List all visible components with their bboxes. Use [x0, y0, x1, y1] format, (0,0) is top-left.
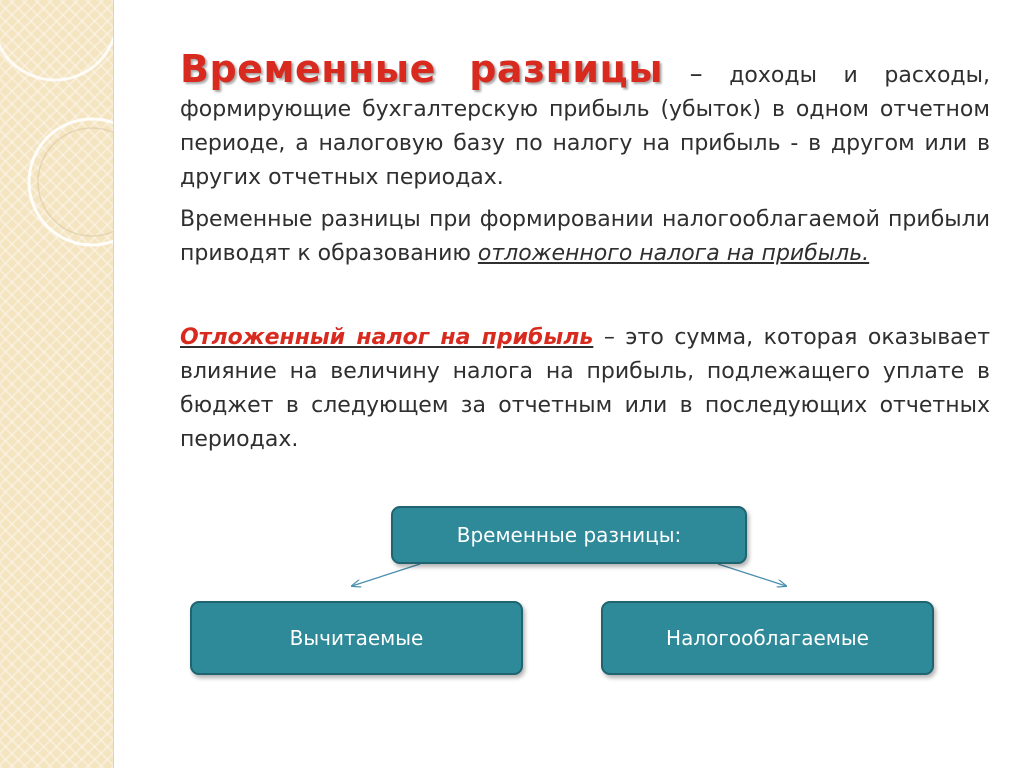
deferred-tax-text: – это сумма, которая оказывает влияние на величину налога на прибыль, подлежащего уплате в бюджет в следующем за отчетным или в последующих отчетных периодах. [180, 325, 991, 452]
arrow-to-deductible [352, 564, 420, 586]
consequence-text: Временные разницы при формировании налогооблагаемой прибыли приводят к образованию [180, 207, 990, 266]
definition-text: доходы и расходы, формирующие бухгалтерскую прибыль (убыток) в одном отчетном периоде, а налоговую базу по налогу на прибыль - в другом или в других отчетных периодах. [180, 63, 990, 190]
term-deferred-tax: Отложенный налог на прибыль [180, 325, 594, 350]
deferred-tax-link-text: отложенного налога на прибыль. [477, 241, 870, 266]
diagram-deductible-box: Вычитаемые [190, 601, 523, 675]
term-temporary-differences: Временные разницы [180, 47, 664, 91]
diagram-root-box: Временные разницы: [391, 506, 747, 564]
diagram-taxable-box: Налогооблагаемые [601, 601, 934, 675]
arrow-to-taxable [718, 564, 786, 586]
dash: – [689, 59, 703, 89]
